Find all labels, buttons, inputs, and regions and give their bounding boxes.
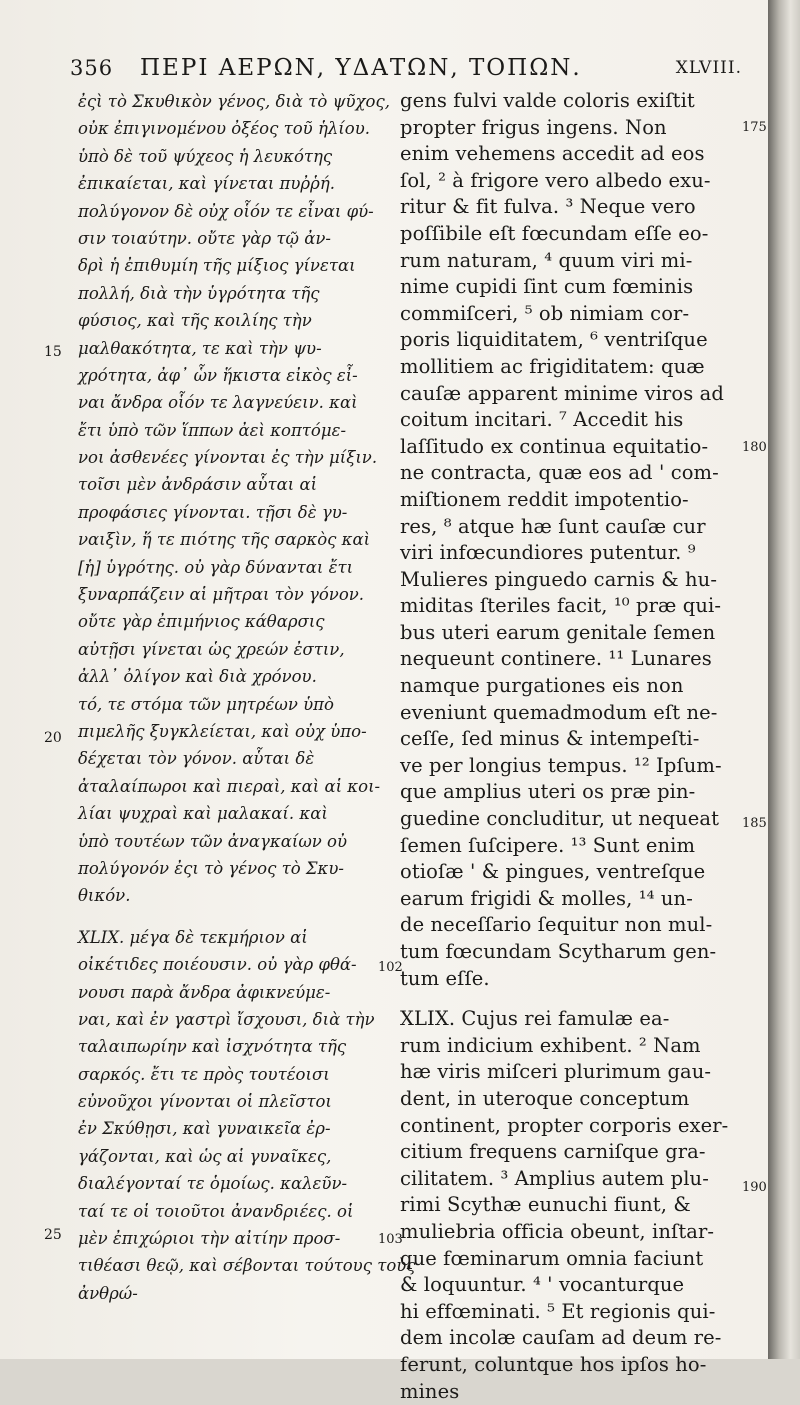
latin-text-line: citium frequens carniſque gra- — [400, 1139, 740, 1166]
greek-text-line: ὑπὸ τουτέων τῶν ἀναγκαίων οὐ — [78, 828, 378, 855]
greek-text-line: αὐτῇσι γίνεται ὡς χρεών ἐστιν, — [78, 636, 378, 663]
greek-text-line: τό, τε στόμα τῶν μητρέων ὑπὸ — [78, 691, 378, 718]
latin-text-line: bus uteri earum genitale ſemen — [400, 620, 740, 647]
greek-text-line: μὲν ἐπιχώριοι τὴν αἰτίην προσ- — [78, 1225, 378, 1252]
latin-text-column — [400, 88, 740, 1405]
greek-text-line: σιν τοιαύτην. οὔτε γὰρ τῷ ἀν- — [78, 225, 378, 252]
greek-text-line: εὐνοῦχοι γίνονται οἱ πλεῖστοι — [78, 1088, 378, 1115]
greek-text-line: πολλή, διὰ τὴν ὑγρότητα τῆς — [78, 280, 378, 307]
latin-text-line — [400, 992, 740, 1006]
greek-text-line: ταλαιπωρίην καὶ ἰσχνότητα τῆς — [78, 1033, 378, 1060]
greek-text-line: νοι ἀσθενέες γίνονται ἐς τὴν μίξιν. — [78, 444, 378, 471]
line-number-20: 20 — [44, 730, 62, 746]
latin-text-line: gens fulvi valde coloris exiſtit — [400, 88, 740, 115]
latin-text-line: ferunt, coluntque hos ipſos ho- — [400, 1352, 740, 1379]
latin-text-line: hæ viris miſceri plurimum gau- — [400, 1059, 740, 1086]
latin-text-line: nime cupidi ſint cum fœminis — [400, 274, 740, 301]
greek-text-line: προφάσιες γίνονται. τῇσι δὲ γυ- — [78, 499, 378, 526]
latin-text-line: ne contracta, quæ eos ad ' com- — [400, 460, 740, 487]
running-title: ΠΕΡΙ ΑΕΡΩΝ, ΥΔΑΤΩΝ, ΤΟΠΩΝ. — [140, 55, 582, 81]
latin-text-line: coitum incitari. ⁷ Accedit his — [400, 407, 740, 434]
latin-text-line: mines — [400, 1379, 740, 1405]
page-number: 356 — [70, 56, 113, 80]
greek-text-line: δέχεται τὸν γόνον. αὗται δὲ — [78, 745, 378, 772]
latin-text-line: rimi Scythæ eunuchi fiunt, & — [400, 1192, 740, 1219]
greek-text-line: ταί τε οἱ τοιοῦτοι ἀνανδριέες. οἱ — [78, 1198, 378, 1225]
book-spine-shadow — [768, 0, 800, 1359]
latin-text-line: ceſſe, ſed minus & intempeſti- — [400, 726, 740, 753]
latin-text-line: XLIX. Cujus rei famulæ ea- — [400, 1006, 740, 1033]
running-header — [70, 52, 742, 88]
latin-text-line: commiſceri, ⁵ ob nimiam cor- — [400, 301, 740, 328]
latin-text-line: tum eſſe. — [400, 966, 740, 993]
latin-text-line: & loquuntur. ⁴ ' vocanturque — [400, 1272, 740, 1299]
greek-text-line: φύσιος, καὶ τῆς κοιλίης τὴν — [78, 307, 378, 334]
greek-text-line: ναι, καὶ ἐν γαστρὶ ἴσχουσι, διὰ τὴν — [78, 1006, 378, 1033]
line-number-185: 185 — [742, 816, 767, 831]
greek-text-line: οὔτε γὰρ ἐπιμήνιος κάθαρσις — [78, 608, 378, 635]
latin-text-line: enim vehemens accedit ad eos — [400, 141, 740, 168]
latin-text-line: earum frigidi & molles, ¹⁴ un- — [400, 886, 740, 913]
latin-text-line: que fœminarum omnia faciunt — [400, 1246, 740, 1273]
latin-text-line: hi effœminati. ⁵ Et regionis qui- — [400, 1299, 740, 1326]
greek-text-line: θικόν. — [78, 882, 378, 909]
latin-text-line: mollitiem ac frigiditatem: quæ — [400, 354, 740, 381]
latin-text-line: Mulieres pinguedo carnis & hu- — [400, 567, 740, 594]
latin-text-line: eveniunt quemadmodum eſt ne- — [400, 700, 740, 727]
line-number-15: 15 — [44, 344, 62, 360]
greek-text-line: πιμελῆς ξυγκλείεται, καὶ οὐχ ὑπο- — [78, 718, 378, 745]
latin-text-line: namque purgationes eis non — [400, 673, 740, 700]
greek-text-column — [78, 88, 378, 1307]
line-number-102: 102 — [378, 960, 403, 975]
greek-text-line: διαλέγονταί τε ὁμοίως. καλεῦν- — [78, 1170, 378, 1197]
latin-text-line: que amplius uteri os præ pin- — [400, 779, 740, 806]
greek-text-line: πολύγονόν ἐςι τὸ γένος τὸ Σκυ- — [78, 855, 378, 882]
greek-text-line: ξυναρπάζειν αἱ μῆτραι τὸν γόνον. — [78, 581, 378, 608]
latin-text-line: ritur & fit fulva. ³ Neque vero — [400, 194, 740, 221]
greek-text-line: οὐκ ἐπιγινομένου ὀξέος τοῦ ἡλίου. — [78, 115, 378, 142]
greek-text-line — [78, 910, 378, 924]
greek-text-line: χρότητα, ἀφ᾿ ὧν ἥκιστα εἰκὸς εἶ- — [78, 362, 378, 389]
latin-text-line: ſemen ſuſcipere. ¹³ Sunt enim — [400, 833, 740, 860]
line-number-25: 25 — [44, 1227, 62, 1243]
latin-text-line: ve per longius tempus. ¹² Ipſum- — [400, 753, 740, 780]
greek-text-line: οἰκέτιδες ποιέουσιν. οὐ γὰρ φθά- — [78, 951, 378, 978]
latin-text-line: viri infœcundiores putentur. ⁹ — [400, 540, 740, 567]
greek-text-line: πολύγονον δὲ οὐχ οἷόν τε εἶναι φύ- — [78, 198, 378, 225]
latin-text-line: nequeunt continere. ¹¹ Lunares — [400, 646, 740, 673]
greek-text-line: ἀνθρώ- — [78, 1280, 378, 1307]
latin-text-line: laſſitudo ex continua equitatio- — [400, 434, 740, 461]
greek-text-line: ἐπικαίεται, καὶ γίνεται πυῤῥή. — [78, 170, 378, 197]
latin-text-line: poris liquiditatem, ⁶ ventriſque — [400, 327, 740, 354]
latin-text-line: tum fœcundam Scytharum gen- — [400, 939, 740, 966]
section-number: XLVIII. — [676, 58, 742, 78]
latin-text-line: dem incolæ cauſam ad deum re- — [400, 1325, 740, 1352]
line-number-190: 190 — [742, 1180, 767, 1195]
latin-text-line: miditas ſteriles facit, ¹⁰ præ qui- — [400, 593, 740, 620]
greek-text-line: ναιξὶν, ἥ τε πιότης τῆς σαρκὸς καὶ — [78, 526, 378, 553]
greek-text-line: σαρκός. ἔτι τε πρὸς τουτέοισι — [78, 1061, 378, 1088]
line-number-103: 103 — [378, 1232, 403, 1247]
greek-text-line: XLIX. μέγα δὲ τεκμήριον αἱ — [78, 924, 378, 951]
line-number-180: 180 — [742, 440, 767, 455]
line-number-175: 175 — [742, 120, 767, 135]
greek-text-line: δρὶ ἡ ἐπιθυμίη τῆς μίξιος γίνεται — [78, 252, 378, 279]
latin-text-line: miſtionem reddit impotentio- — [400, 487, 740, 514]
latin-text-line: rum naturam, ⁴ quum viri mi- — [400, 248, 740, 275]
greek-text-line: ἐν Σκύθῃσι, καὶ γυναικεῖα ἐρ- — [78, 1115, 378, 1142]
greek-text-line: τοῖσι μὲν ἀνδράσιν αὗται αἱ — [78, 471, 378, 498]
latin-text-line: cilitatem. ³ Amplius autem plu- — [400, 1166, 740, 1193]
latin-text-line: ſol, ² à frigore vero albedo exu- — [400, 168, 740, 195]
greek-text-line: μαλθακότητα, τε καὶ τὴν ψυ- — [78, 335, 378, 362]
greek-text-line: ναι ἄνδρα οἷόν τε λαγνεύειν. καὶ — [78, 389, 378, 416]
latin-text-line: cauſæ apparent minime viros ad — [400, 381, 740, 408]
greek-text-line: ἀλλ᾿ ὀλίγον καὶ διὰ χρόνου. — [78, 663, 378, 690]
latin-text-line: propter frigus ingens. Non — [400, 115, 740, 142]
greek-text-line: τιθέασι θεῷ, καὶ σέβονται τούτους τοὺς — [78, 1252, 378, 1279]
greek-text-line: λίαι ψυχραὶ καὶ μαλακαί. καὶ — [78, 800, 378, 827]
latin-text-line: rum indicium exhibent. ² Nam — [400, 1033, 740, 1060]
greek-text-line: ἐςὶ τὸ Σκυθικὸν γένος, διὰ τὸ ψῦχος, — [78, 88, 378, 115]
latin-text-line: dent, in uteroque conceptum — [400, 1086, 740, 1113]
greek-text-line: νουσι παρὰ ἄνδρα ἀφικνεύμε- — [78, 979, 378, 1006]
greek-text-line: γάζονται, καὶ ὡς αἱ γυναῖκες, — [78, 1143, 378, 1170]
greek-text-line: ὑπὸ δὲ τοῦ ψύχεος ἡ λευκότης — [78, 143, 378, 170]
latin-text-line: poſſibile eſt fœcundam eſſe eo- — [400, 221, 740, 248]
latin-text-line: otioſæ ' & pingues, ventreſque — [400, 859, 740, 886]
greek-text-line: ἀταλαίπωροι καὶ πιεραὶ, καὶ αἱ κοι- — [78, 773, 378, 800]
latin-text-line: muliebria officia obeunt, inſtar- — [400, 1219, 740, 1246]
greek-text-line: ἔτι ὑπὸ τῶν ἵππων ἀεὶ κοπτόμε- — [78, 417, 378, 444]
greek-text-line: [ἡ] ὑγρότης. οὐ γὰρ δύνανται ἔτι — [78, 554, 378, 581]
latin-text-line: guedine concluditur, ut nequeat — [400, 806, 740, 833]
latin-text-line: continent, propter corporis exer- — [400, 1113, 740, 1140]
latin-text-line: res, ⁸ atque hæ ſunt cauſæ cur — [400, 514, 740, 541]
latin-text-line: de neceſſario ſequitur non mul- — [400, 912, 740, 939]
